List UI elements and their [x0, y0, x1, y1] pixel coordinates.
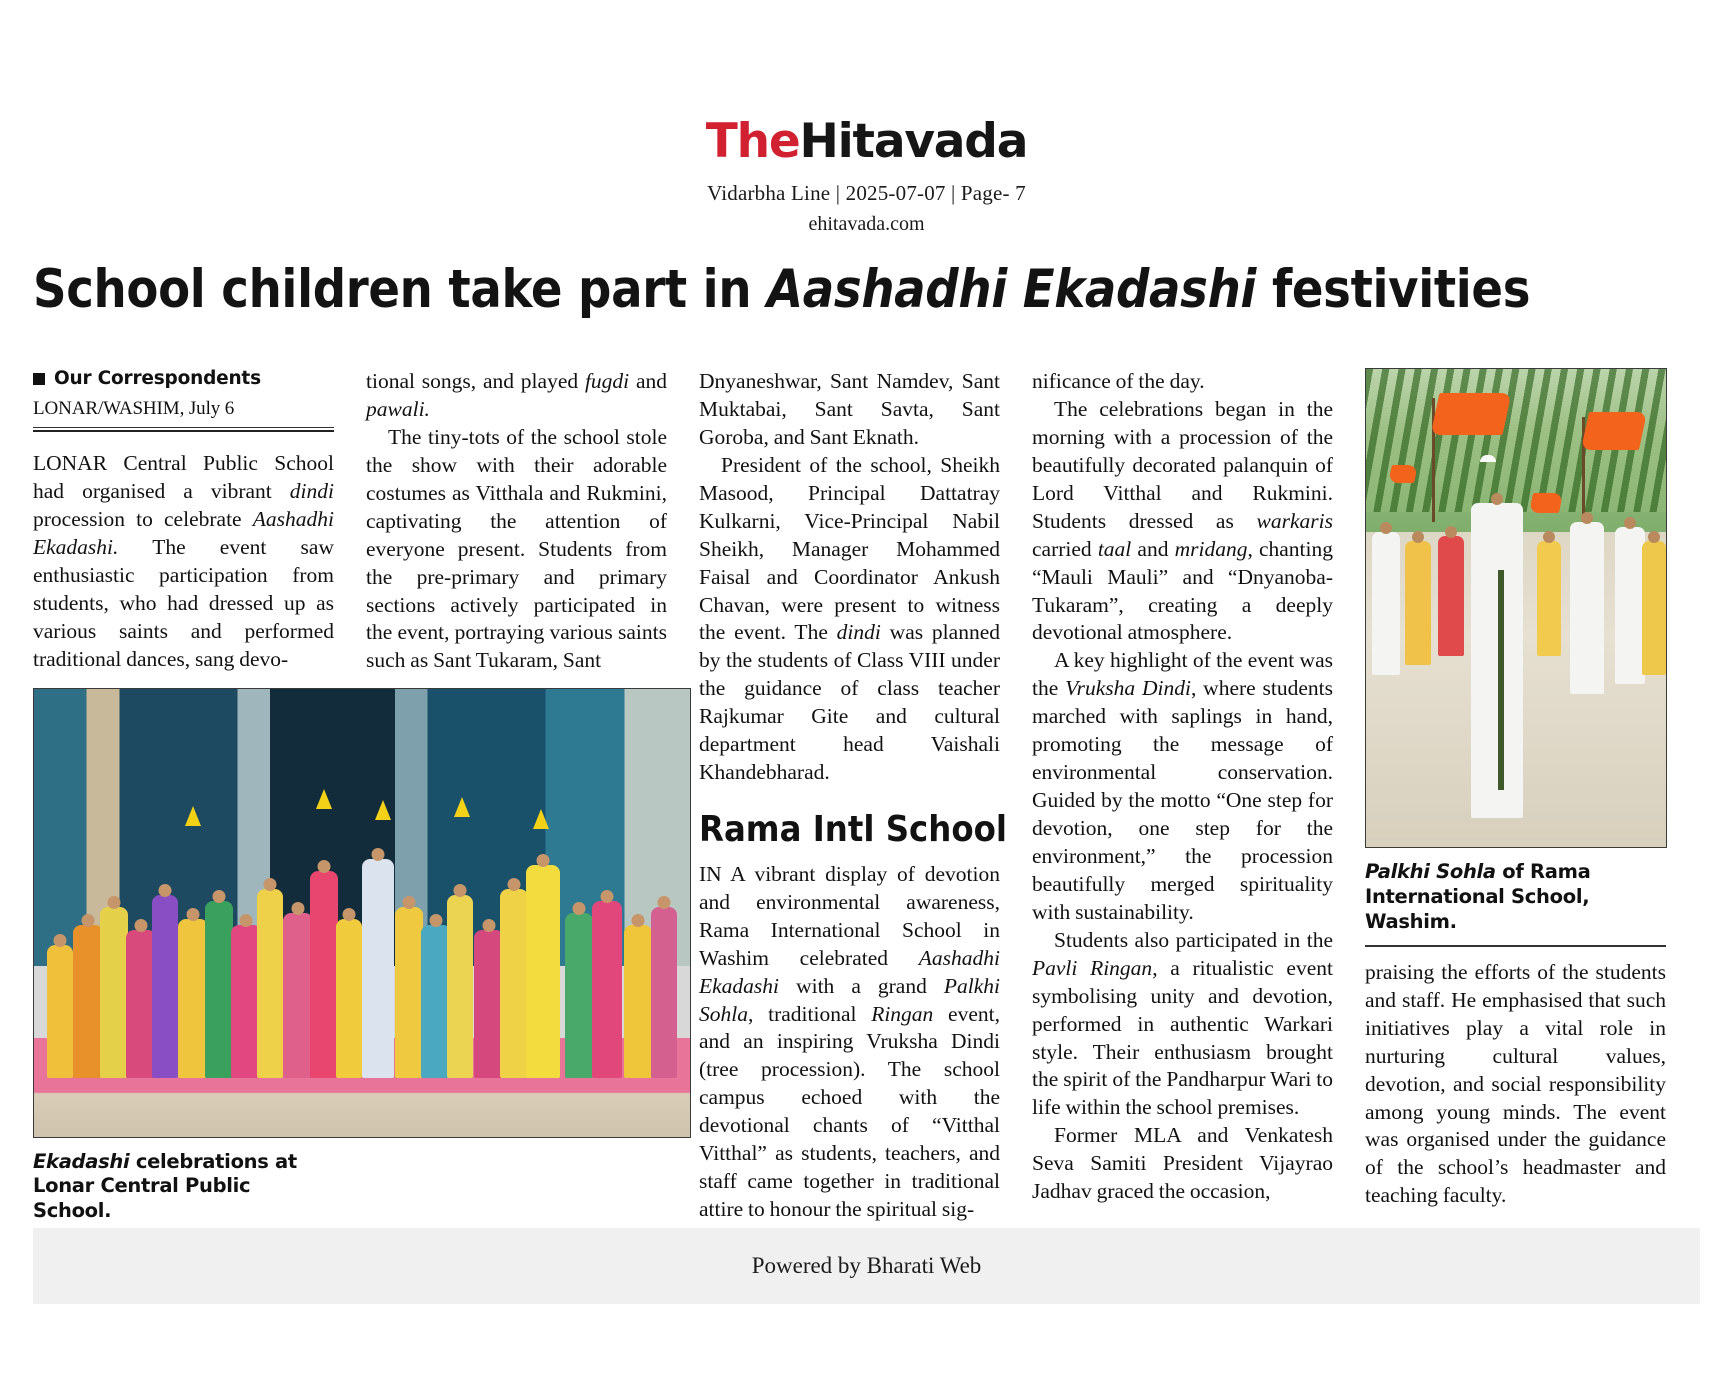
lead-student [1471, 503, 1523, 818]
caption-left-photo [33, 1150, 334, 1225]
gandhi-cap [1480, 455, 1496, 462]
edition-meta: Vidarbha Line | 2025-07-07 | Page- 7 [707, 181, 1026, 205]
photo-art-right [1366, 369, 1666, 847]
saffron-flag [1388, 465, 1418, 483]
text-run-italic: Ringan [871, 1001, 934, 1026]
publication-logo [0, 114, 1733, 169]
saffron-flag [1529, 493, 1563, 513]
column-3 [699, 368, 1007, 1224]
text-run: , a ritualistic event symbolising unity and devotion, performed in authentic Warkari style. Their enthusiasm brought the spirit of the Pandharpur Wari to life within the school premises. [1032, 955, 1333, 1120]
student [1438, 536, 1464, 656]
paragraph [33, 450, 334, 674]
saffron-flag [1431, 393, 1512, 435]
photo-ekadashi-group [33, 688, 691, 1138]
text-run: , traditional [747, 1001, 872, 1026]
text-run: carried [1032, 536, 1098, 561]
student [1372, 532, 1400, 675]
caption-italic: Palkhi Sohla [1365, 860, 1496, 883]
paragraph [1032, 396, 1333, 647]
byline-label: Our Correspondents [54, 368, 261, 389]
student [1642, 541, 1666, 675]
text-run: Students also participated in the [1054, 927, 1333, 952]
paragraph: Former MLA and Venkatesh Seva Samiti President Vijayrao Jadhav graced the occasion, [1032, 1123, 1333, 1204]
caption-rule [1365, 945, 1666, 947]
text-run: with a grand [779, 973, 944, 998]
text-run-italic: Vruksha Dindi [1065, 676, 1191, 701]
text-run: , where students marched with saplings in hand, promoting the message of environmental conservation. Guided by the motto “One step for devotion, one step for the environment,” the procession beautifully merged spirituality with sustainability. [1032, 676, 1333, 924]
dateline-rule [33, 430, 334, 432]
footer-credit: Powered by Bharati Web [751, 1253, 982, 1278]
student [1615, 527, 1645, 685]
paragraph: nificance of the day. [1032, 369, 1205, 393]
caption-text: of Rama International School, Washim. [1365, 860, 1591, 933]
text-run-italic: Pavli Ringan [1032, 955, 1153, 980]
costumed-children-crowd [34, 783, 690, 1079]
text-run-italic: fugdi [584, 369, 630, 393]
student [1537, 541, 1561, 656]
photo-palkhi-sohla [1365, 368, 1667, 848]
text-run-italic: dindi [289, 478, 334, 503]
section-subheading: Rama Intl School [699, 809, 1007, 851]
page-title [33, 259, 1531, 320]
caption-text: celebrations at Lonar Central Public School. [33, 1149, 297, 1223]
text-run-italic: mridang [1174, 536, 1248, 561]
caption-italic: Ekadashi [33, 1149, 130, 1173]
text-run: A key highlight of the event was the [1032, 648, 1333, 701]
text-run: The celebrations began in the morning with a procession of the beautifully decorated palanquin of Lord Vitthal and Rukmini. Students dressed as [1032, 396, 1333, 533]
text-run: President of the school, Sheikh Masood, Principal Dattatray Kulkarni, Vice-Principal Nabil Sheikh, Manager Mohammed Faisal and Coordinator Ankush Chavan, were present to witness the event. The [699, 452, 1000, 645]
footer-band [33, 1228, 1700, 1304]
text-run: event, and an inspiring Vruksha Dindi (tree procession). The school campus echoed with the devotional chants of “Vitthal Vitthal” as students, teachers, and staff came together in traditional attire to honour the spiritual sig- [699, 1001, 1000, 1222]
text-run: tional songs, and played [366, 369, 585, 393]
article-columns [33, 368, 1700, 1224]
website-url: ehitavada.com [808, 213, 925, 235]
text-run-italic: Aashadhi Ekadashi. [33, 506, 334, 559]
paragraph [366, 368, 667, 424]
column-5 [1365, 368, 1666, 1210]
text-run: , chanting “Mauli Mauli” and “Dnyanoba-Tukaram”, creating a deeply devotional atmosphere. [1032, 536, 1333, 645]
text-run-italic: warkaris [1256, 508, 1333, 533]
paragraph [699, 861, 1000, 1224]
saffron-flag [1581, 412, 1647, 450]
caption-right-photo [1365, 860, 1666, 935]
headline-part-2: festivities [1256, 259, 1531, 320]
column-4 [1032, 368, 1333, 1206]
text-run-italic: Aashadhi Ekadashi [699, 945, 1000, 998]
dateline: LONAR/WASHIM, July 6 [33, 398, 334, 428]
masthead [0, 0, 1733, 236]
headline-part-1: School children take part in [33, 259, 768, 320]
logo-hitavada: Hitavada [799, 114, 1028, 169]
square-bullet-icon [33, 373, 45, 385]
sapling-stick [1498, 570, 1504, 790]
text-run-italic: taal [1097, 536, 1132, 561]
photo-art-left [34, 689, 690, 1137]
logo-the: The [705, 114, 800, 169]
text-run-italic: Palkhi Sohla [699, 973, 1000, 1026]
paragraph [1032, 927, 1333, 1123]
text-run-italic: dindi [836, 620, 881, 645]
text-run: The event saw enthusiastic participation from students, who had dressed up as various saints and performed traditional dances, sang devo- [33, 534, 334, 671]
byline [33, 368, 334, 389]
paragraph: praising the efforts of the students and staff. He emphasised that such initiatives play a vital role in nurturing cultural values, devotion, and social responsibility among young minds. The event was organised under the guidance of the school’s headmaster and teaching faculty. [1365, 959, 1666, 1208]
column-2 [366, 368, 667, 675]
student [1570, 522, 1604, 694]
headline-italic: Aashadhi Ekadashi [767, 259, 1257, 320]
text-run: IN A vibrant display of devotion and environmental awareness, Rama International School in Washim celebrated [699, 861, 1000, 970]
text-run: and [1131, 536, 1175, 561]
paragraph [1032, 647, 1333, 926]
text-run: was planned by the students of Class VIII under the guidance of class teacher Rajkumar Gite and cultural department head Vaishali Khandebharad. [699, 620, 1000, 785]
text-run: and [629, 369, 667, 393]
text-run-italic: pawali. [366, 396, 430, 421]
text-run: LONAR Central Public School had organised a vibrant [33, 451, 334, 503]
text-run: procession to celebrate [33, 506, 253, 531]
student [1405, 541, 1431, 665]
column-1 [33, 368, 334, 1224]
paragraph [699, 452, 1000, 787]
paragraph: The tiny-tots of the school stole the show with their adorable costumes as Vitthala and Rukmini, captivating the attention of everyone present. Students from the pre-primary and primary sections actively participated in the event, portraying various saints such as Sant Tukaram, Sant [366, 424, 667, 673]
paragraph: Dnyaneshwar, Sant Namdev, Sant Muktabai, Sant Savta, Sant Goroba, and Sant Eknath. [699, 369, 1000, 449]
